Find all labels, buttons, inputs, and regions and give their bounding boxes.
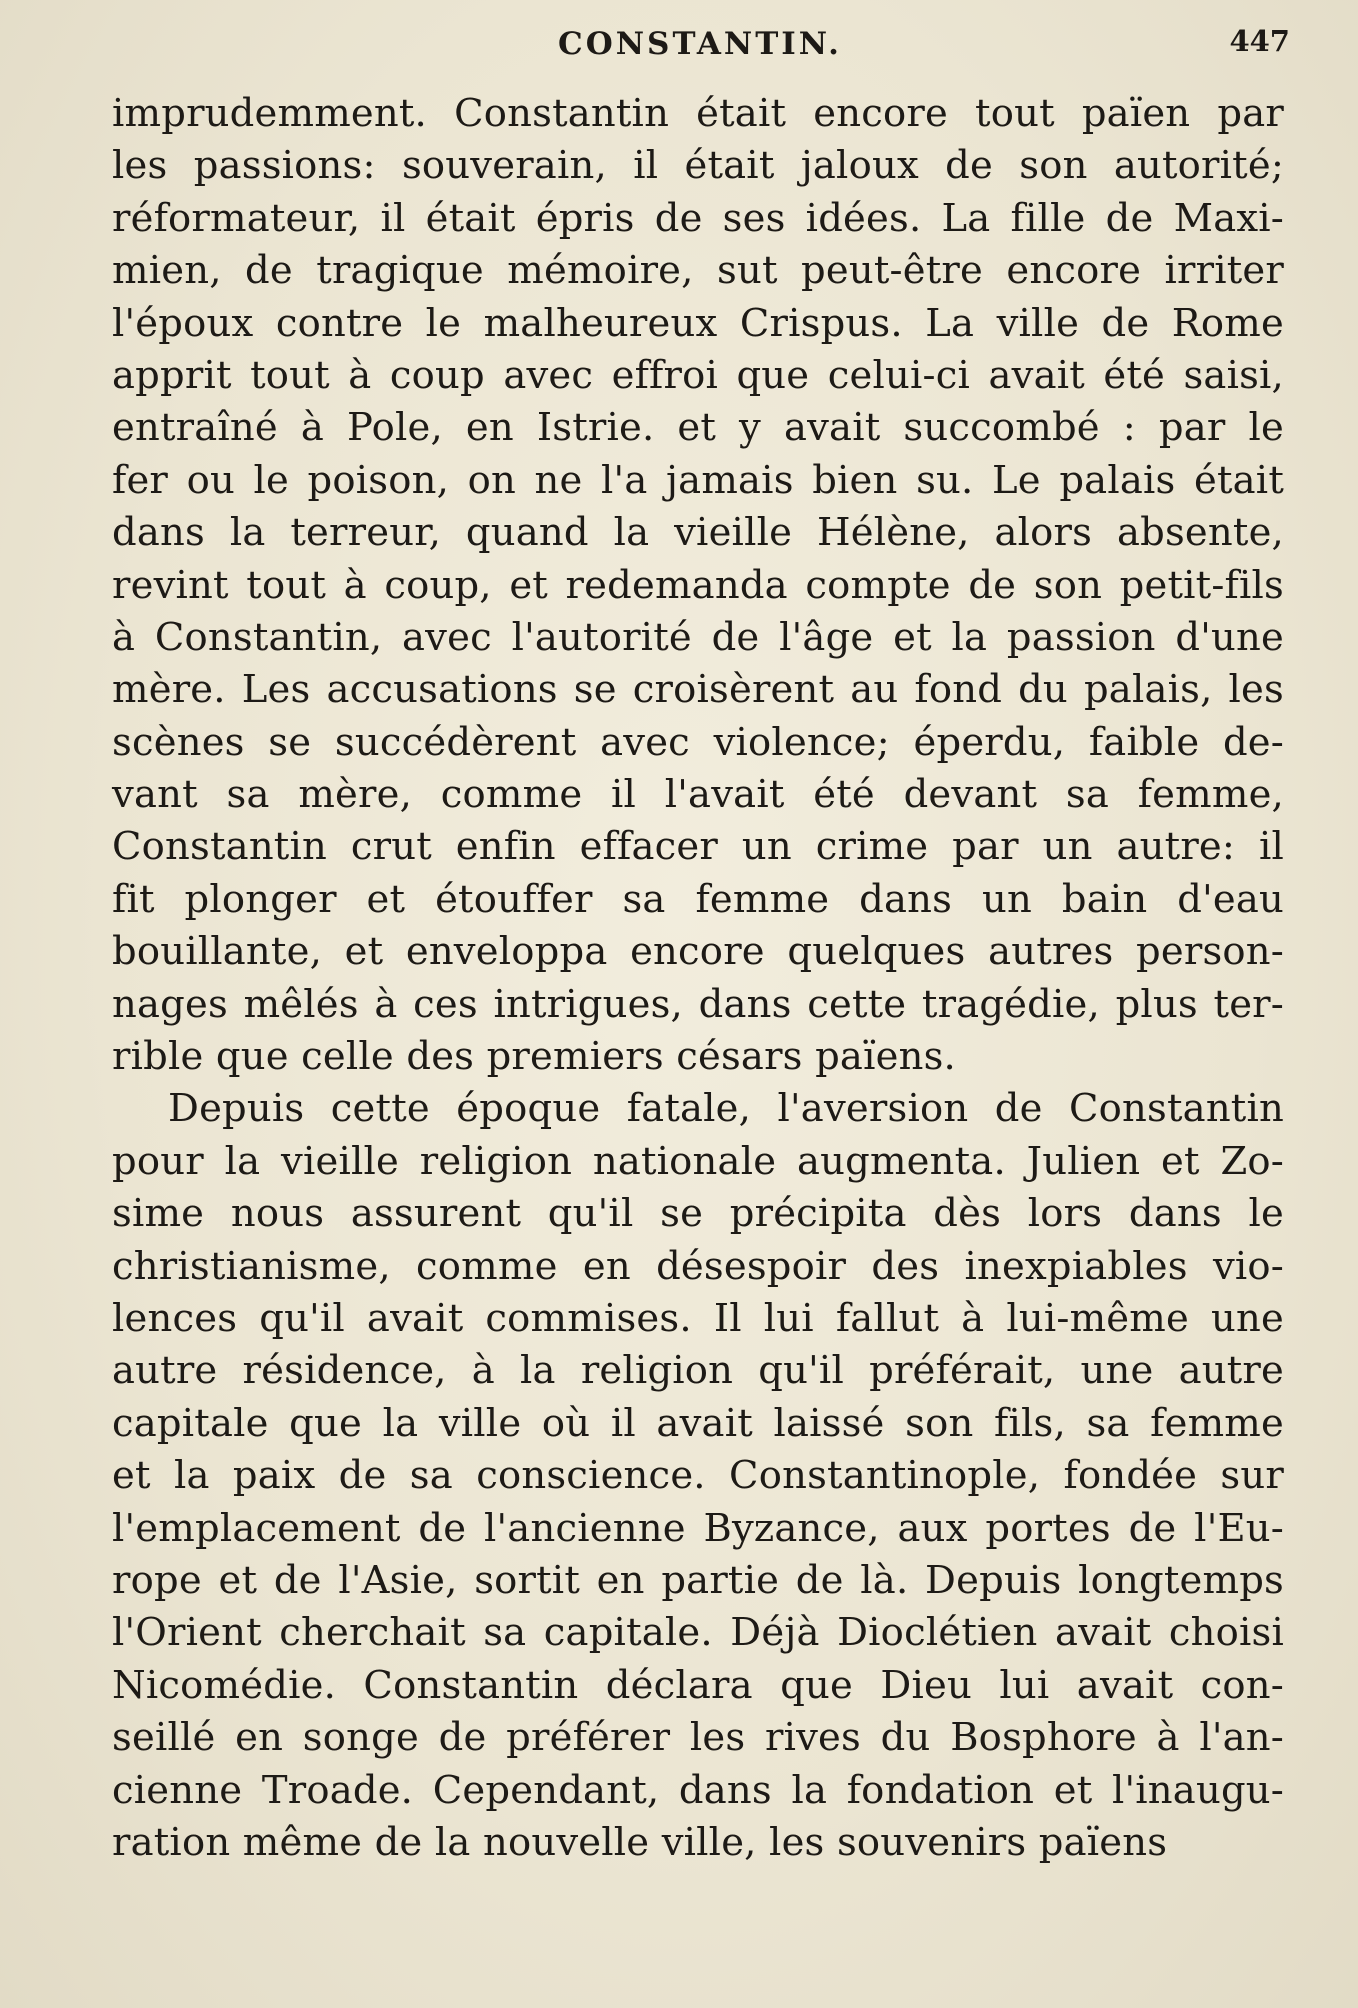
text-line: dans la terreur, quand la vieille Hélène, alors absente, (112, 510, 1284, 556)
text-line: fer ou le poison, on ne l'a jamais bien su. Le palais était (112, 457, 1284, 503)
text-line: l'époux contre le malheureux Crispus. La ville de Rome (112, 300, 1284, 346)
text-line: sime nous assurent qu'il se précipita dès lors dans le (112, 1191, 1284, 1237)
text-line: cienne Troade. Cependant, dans la fondation et l'inaugu- (112, 1767, 1284, 1813)
text-line: Nicomédie. Constantin déclara que Dieu lui avait con- (112, 1662, 1284, 1708)
text-line: rope et de l'Asie, sortit en partie de là. Depuis longtemps (112, 1557, 1284, 1603)
text-line: seillé en songe de préférer les rives du Bosphore à l'an- (112, 1715, 1284, 1761)
page-number: 447 (1229, 24, 1290, 58)
text-line: capitale que la ville où il avait laissé son fils, sa femme (112, 1400, 1284, 1446)
text-line: imprudemment. Constantin était encore tout païen par (112, 91, 1284, 136)
text-line: lences qu'il avait commises. Il lui fallut à lui-même une (112, 1295, 1284, 1341)
text-line: scènes se succédèrent avec violence; éperdu, faible de- (112, 719, 1284, 765)
text-line: pour la vieille religion nationale augmenta. Julien et Zo- (112, 1138, 1284, 1184)
running-head: CONSTANTIN. (558, 26, 842, 62)
body-text (112, 88, 1284, 1869)
text-line: mien, de tragique mémoire, sut peut-être encore irriter (112, 248, 1284, 294)
paragraph-2 (112, 1083, 1284, 1869)
text-line: bouillante, et enveloppa encore quelques autres person- (112, 929, 1284, 975)
text-line: Constantin crut enfin effacer un crime par un autre: il (112, 824, 1284, 870)
paragraph-1 (112, 88, 1284, 1083)
text-line: les passions: souverain, il était jaloux de son autorité; (112, 143, 1284, 189)
text-line: réformateur, il était épris de ses idées. La fille de Maxi- (112, 195, 1284, 241)
text-line: mère. Les accusations se croisèrent au fond du palais, les (112, 667, 1284, 713)
text-line: Depuis cette époque fatale, l'aversion de Constantin (168, 1086, 1284, 1132)
text-line: et la paix de sa conscience. Constantinople, fondée sur (112, 1453, 1284, 1499)
text-line: à Constantin, avec l'autorité de l'âge et la passion d'une (112, 614, 1284, 660)
text-line: nages mêlés à ces intrigues, dans cette tragédie, plus ter- (112, 981, 1284, 1027)
text-line: fit plonger et étouffer sa femme dans un bain d'eau (112, 876, 1284, 922)
text-line: rible que celle des premiers césars païens. (112, 1034, 956, 1080)
text-line: l'Orient cherchait sa capitale. Déjà Dioclétien avait choisi (112, 1610, 1284, 1656)
text-line: vant sa mère, comme il l'avait été devant sa femme, (112, 772, 1284, 818)
text-line: l'emplacement de l'ancienne Byzance, aux portes de l'Eu- (112, 1505, 1284, 1551)
text-line: revint tout à coup, et redemanda compte de son petit-fils (112, 562, 1284, 608)
text-line: ration même de la nouvelle ville, les souvenirs païens (112, 1819, 1168, 1865)
text-line: christianisme, comme en désespoir des inexpiables vio- (112, 1243, 1284, 1289)
page-header (110, 22, 1290, 70)
text-line: apprit tout à coup avec effroi que celui-ci avait été saisi, (112, 352, 1284, 398)
text-line: autre résidence, à la religion qu'il préférait, une autre (112, 1348, 1284, 1394)
text-line: entraîné à Pole, en Istrie. et y avait succombé : par le (112, 405, 1284, 451)
